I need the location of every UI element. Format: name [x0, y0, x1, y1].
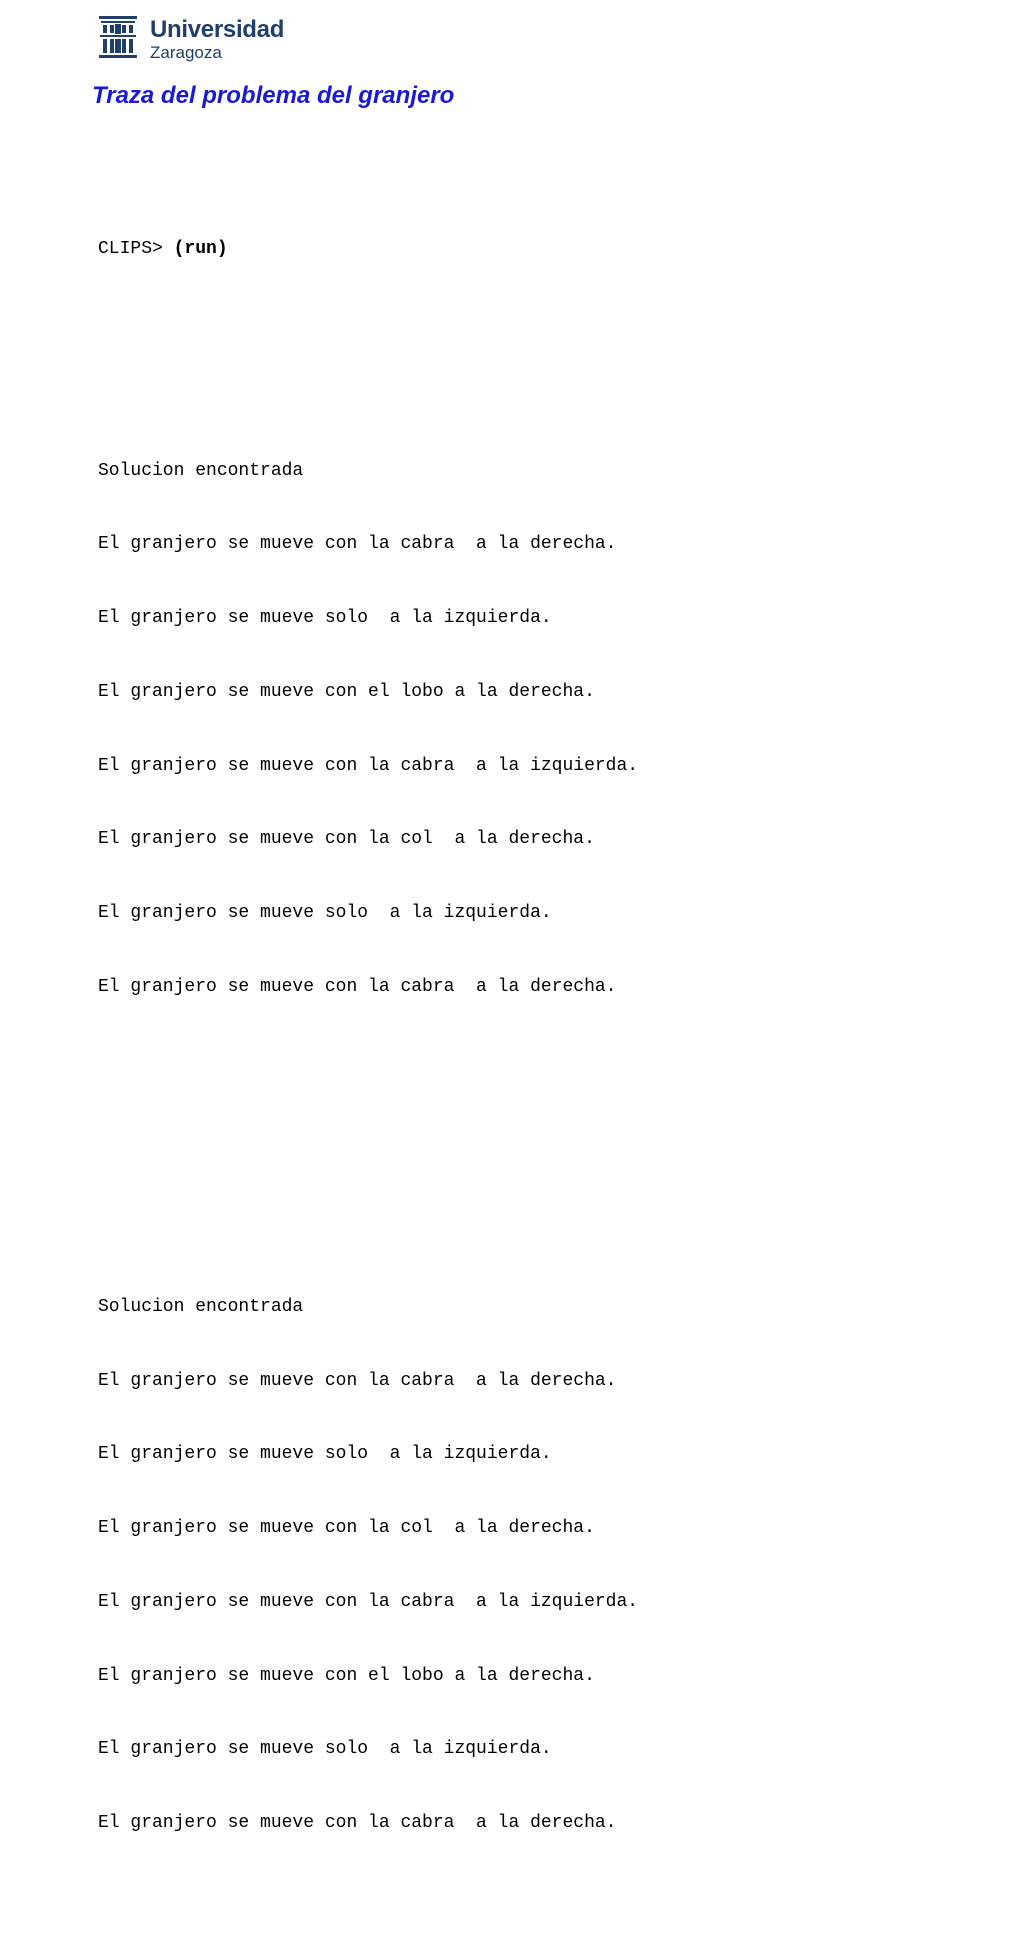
solution-move-line: El granjero se mueve solo a la izquierda. — [98, 903, 552, 924]
solution-block — [98, 1246, 638, 1885]
solution-move-line: El granjero se mueve con el lobo a la derecha. — [98, 681, 595, 702]
solution-header: Solucion encontrada — [98, 1296, 304, 1317]
clips-console-output — [98, 188, 638, 1934]
solution-move-line: El granjero se mueve solo a la izquierda. — [98, 1739, 552, 1760]
university-emblem-icon — [98, 15, 138, 73]
blank-line — [98, 311, 638, 336]
console-prompt-line — [98, 237, 638, 262]
solution-move-line: El granjero se mueve solo a la izquierda. — [98, 608, 552, 629]
solution-move-line: El granjero se mueve con la col a la derecha. — [98, 1518, 595, 1539]
solution-move-line: El granjero se mueve con la cabra a la derecha. — [98, 534, 617, 555]
solution-move-line: El granjero se mueve con el lobo a la derecha. — [98, 1665, 595, 1686]
solution-move-line: El granjero se mueve con la cabra a la derecha. — [98, 1370, 617, 1391]
solution-move-line: El granjero se mueve solo a la izquierda. — [98, 1444, 552, 1465]
solution-header: Solucion encontrada — [98, 460, 304, 481]
logo-city-name: Zaragoza — [150, 43, 222, 62]
solution-move-line: El granjero se mueve con la cabra a la izquierda. — [98, 755, 639, 776]
logo-wordmark — [150, 15, 284, 61]
console-prompt: CLIPS> — [98, 239, 174, 260]
solution-move-line: El granjero se mueve con la cabra a la derecha. — [98, 977, 617, 997]
blank-lines — [98, 1123, 638, 1172]
console-command: (run) — [173, 239, 228, 260]
page-title: Traza del problema del granjero — [92, 82, 455, 109]
university-logo — [98, 15, 284, 73]
solution-move-line: El granjero se mueve con la cabra a la izquierda. — [98, 1591, 639, 1612]
logo-university-name: Universidad — [150, 16, 285, 43]
solution-move-line: El granjero se mueve con la cabra a la derecha. — [98, 1813, 617, 1834]
solution-block — [98, 409, 638, 1048]
solution-move-line: El granjero se mueve con la col a la derecha. — [98, 829, 595, 850]
